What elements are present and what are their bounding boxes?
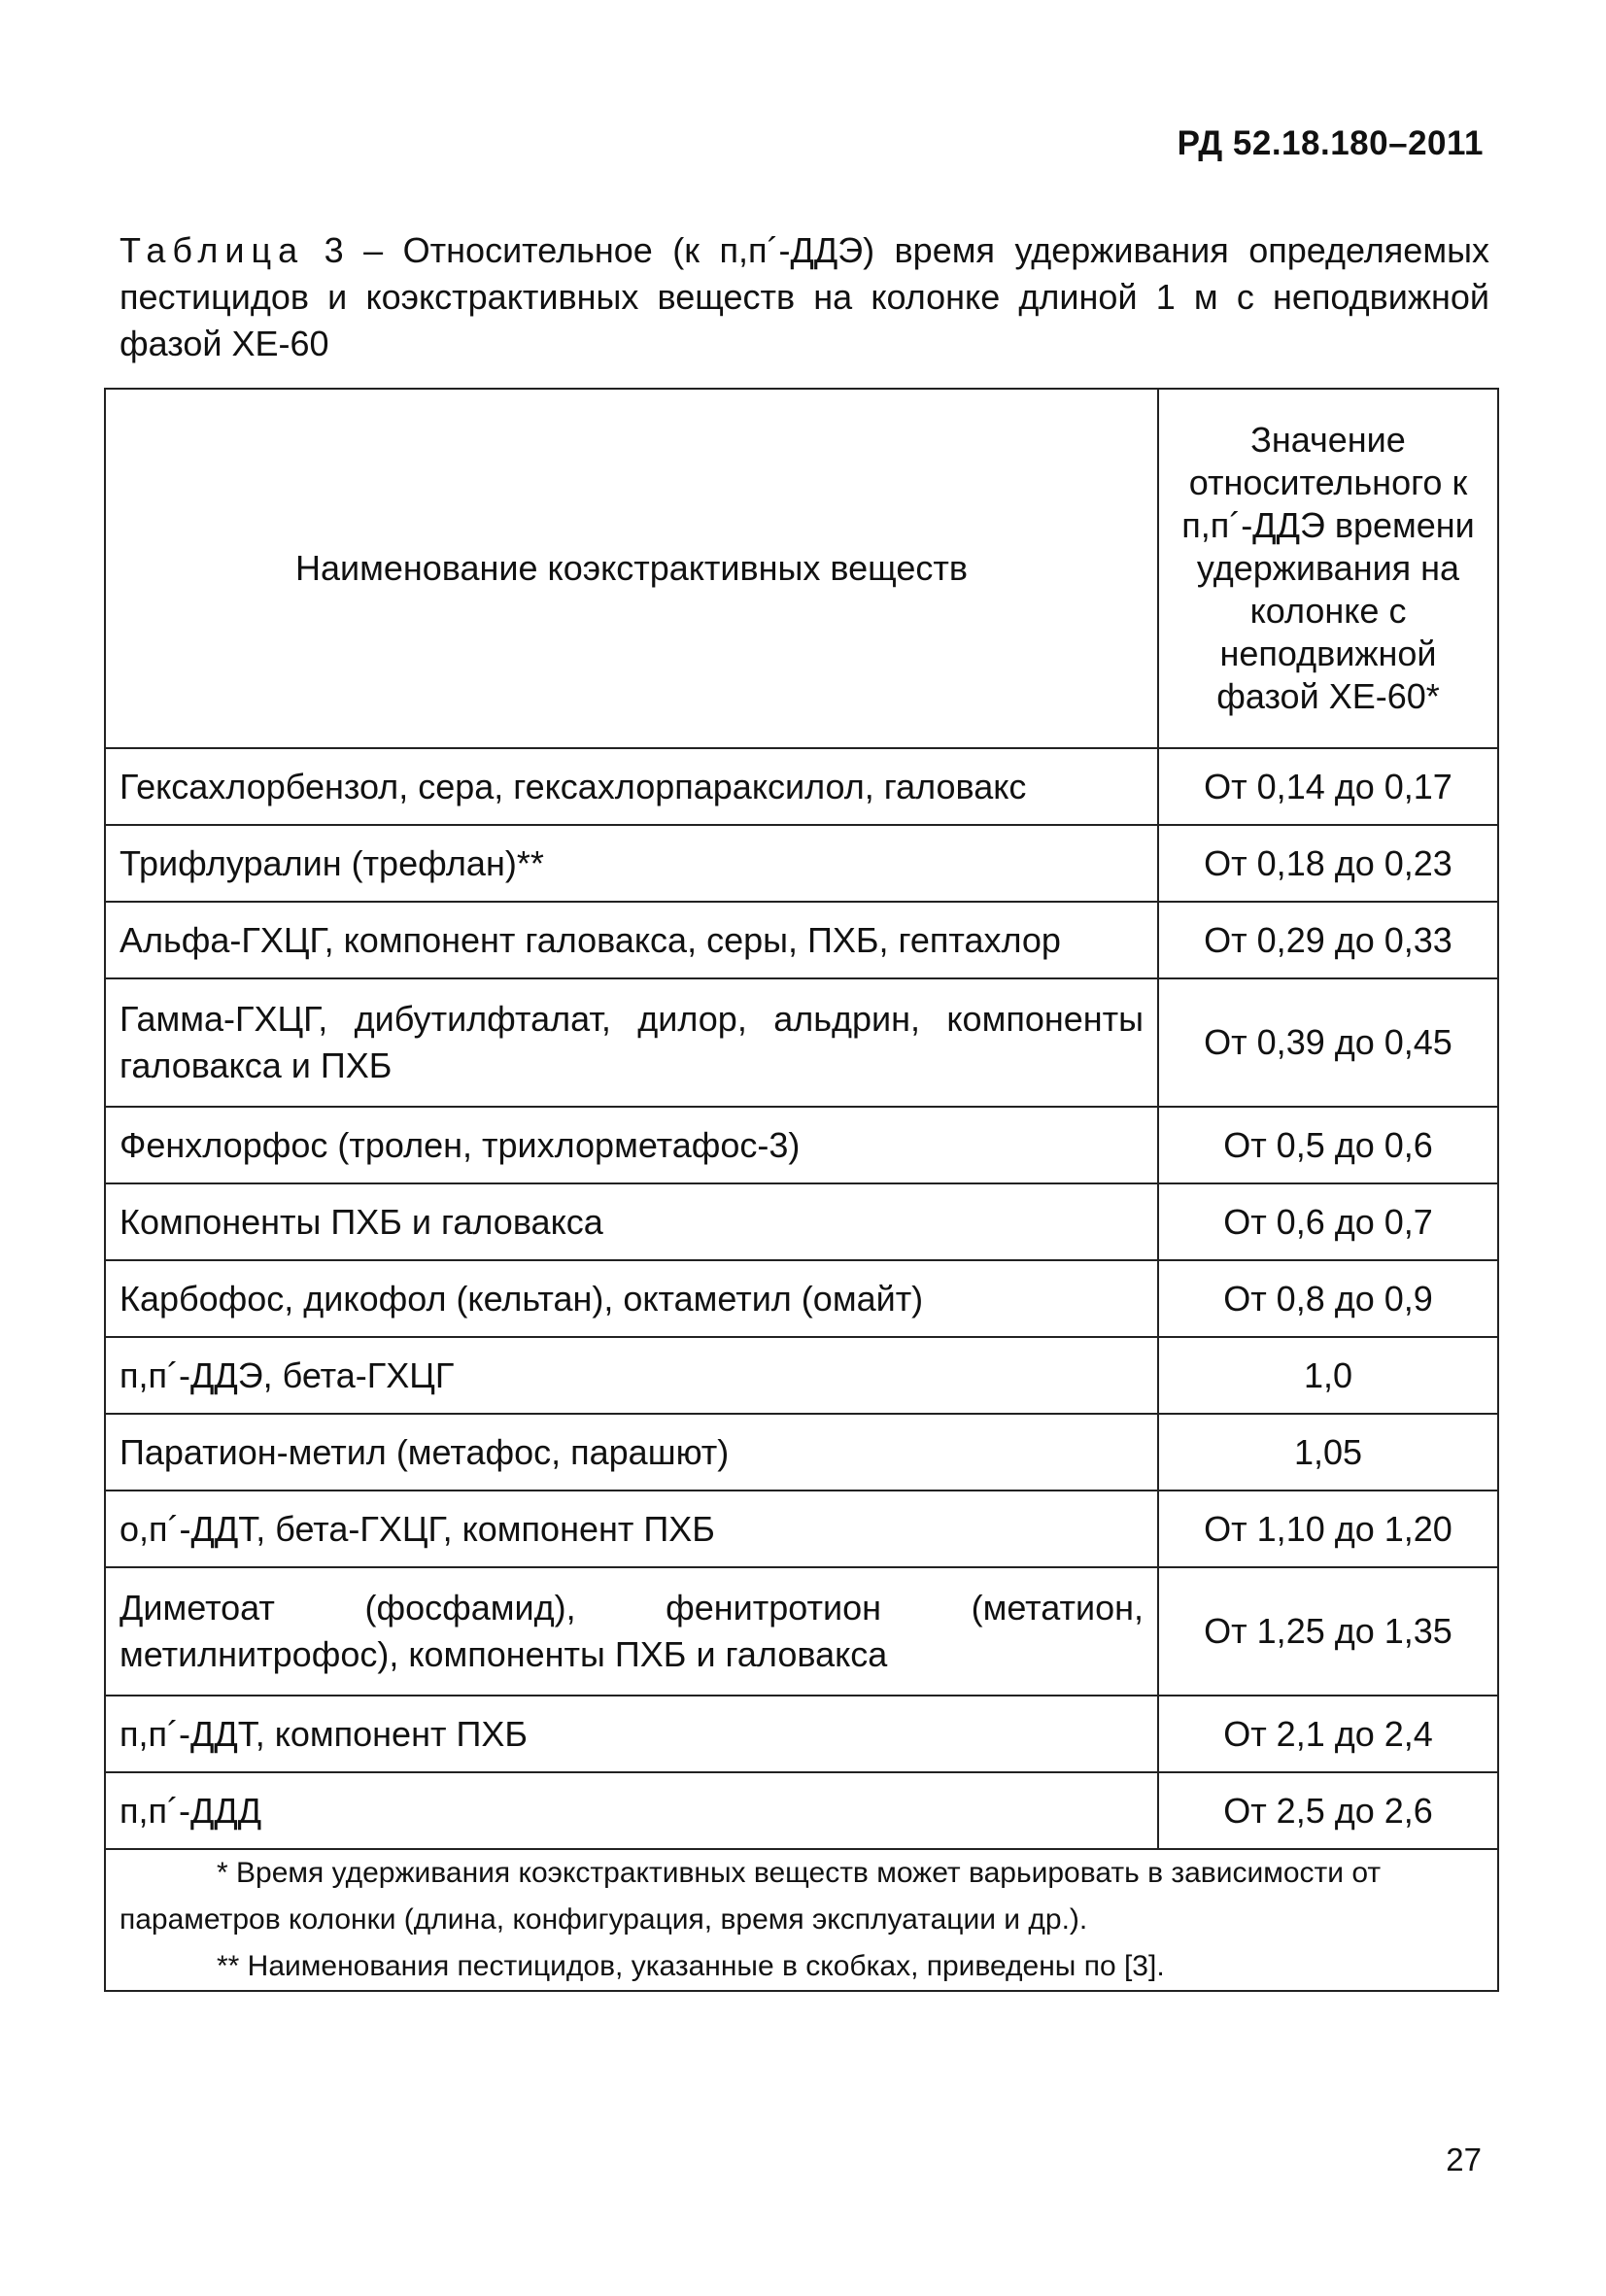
retention-value-cell: От 0,5 до 0,6 [1158, 1107, 1498, 1183]
retention-value-cell: От 0,8 до 0,9 [1158, 1260, 1498, 1337]
retention-value-cell: 1,05 [1158, 1414, 1498, 1491]
substance-name-cell: о,п´-ДДТ, бета-ГХЦГ, компонент ПХБ [105, 1491, 1158, 1567]
retention-value-cell: От 0,6 до 0,7 [1158, 1183, 1498, 1260]
footnote-cell [105, 1849, 1498, 1991]
substance-name-cell: Паратион-метил (метафос, парашют) [105, 1414, 1158, 1491]
table-row [105, 825, 1498, 902]
table-row [105, 1183, 1498, 1260]
table-header-row [105, 389, 1498, 748]
substance-name-cell: Трифлуралин (трефлан)** [105, 825, 1158, 902]
retention-value-cell: От 1,25 до 1,35 [1158, 1567, 1498, 1696]
retention-value-cell: От 0,29 до 0,33 [1158, 902, 1498, 978]
retention-time-table [104, 388, 1499, 1992]
table-row [105, 1772, 1498, 1849]
substance-name-cell: Альфа-ГХЦГ, компонент галовакса, серы, ПХБ, гептахлор [105, 902, 1158, 978]
caption-text: Относительное (к п,п´-ДДЭ) время удерживания определяемых пестицидов и коэкстрактивных веществ на колонке длиной 1 м с неподвижной фазой XE-60 [120, 230, 1489, 363]
substance-name-cell: Гексахлорбензол, сера, гексахлорпараксилол, галовакс [105, 748, 1158, 825]
substance-name-cell: п,п´-ДДТ, компонент ПХБ [105, 1696, 1158, 1772]
footnote-2: ** Наименования пестицидов, указанные в скобках, приведены по [3]. [217, 1950, 1165, 1982]
table-row [105, 1491, 1498, 1567]
document-code: РД 52.18.180–2011 [1177, 124, 1484, 162]
table-row [105, 1414, 1498, 1491]
table-row [105, 748, 1498, 825]
substance-name-cell: Гамма-ГХЦГ, дибутилфталат, дилор, альдрин, компоненты галовакса и ПХБ [105, 978, 1158, 1107]
substance-name-cell: п,п´-ДДЭ, бета-ГХЦГ [105, 1337, 1158, 1414]
substance-name-cell: п,п´-ДДД [105, 1772, 1158, 1849]
retention-value-cell: От 0,18 до 0,23 [1158, 825, 1498, 902]
retention-value-cell: 1,0 [1158, 1337, 1498, 1414]
caption-dash: – [363, 230, 384, 270]
header-substance-name: Наименование коэкстрактивных веществ [105, 389, 1158, 748]
retention-value-cell: От 0,14 до 0,17 [1158, 748, 1498, 825]
footnote-row [105, 1849, 1498, 1991]
table-row [105, 1337, 1498, 1414]
substance-name-cell: Компоненты ПХБ и галовакса [105, 1183, 1158, 1260]
table-row [105, 1260, 1498, 1337]
table-row [105, 978, 1498, 1107]
retention-value-cell: От 2,1 до 2,4 [1158, 1696, 1498, 1772]
retention-value-cell: От 0,39 до 0,45 [1158, 978, 1498, 1107]
table-row [105, 1567, 1498, 1696]
footnote-1: * Время удерживания коэкстрактивных веществ может варьировать в зависимости от параметров колонки (длина, конфигурация, время эксплуатации и др.). [120, 1857, 1382, 1936]
retention-value-cell: От 2,5 до 2,6 [1158, 1772, 1498, 1849]
caption-label: Таблица [120, 230, 305, 270]
header-retention-value: Значение относительного к п,п´-ДДЭ времени удерживания на колонке с неподвижной фазой XE-60* [1158, 389, 1498, 748]
table-row [105, 902, 1498, 978]
substance-name-cell: Фенхлорфос (тролен, трихлорметафос-3) [105, 1107, 1158, 1183]
substance-name-cell: Карбофос, дикофол (кельтан), октаметил (омайт) [105, 1260, 1158, 1337]
table-row [105, 1107, 1498, 1183]
caption-number: 3 [324, 230, 344, 270]
page-number: 27 [1446, 2142, 1482, 2177]
table-caption [120, 227, 1489, 367]
retention-value-cell: От 1,10 до 1,20 [1158, 1491, 1498, 1567]
table-row [105, 1696, 1498, 1772]
substance-name-cell: Диметоат (фосфамид), фенитротион (метатион, метилнитрофос), компоненты ПХБ и галовакса [105, 1567, 1158, 1696]
